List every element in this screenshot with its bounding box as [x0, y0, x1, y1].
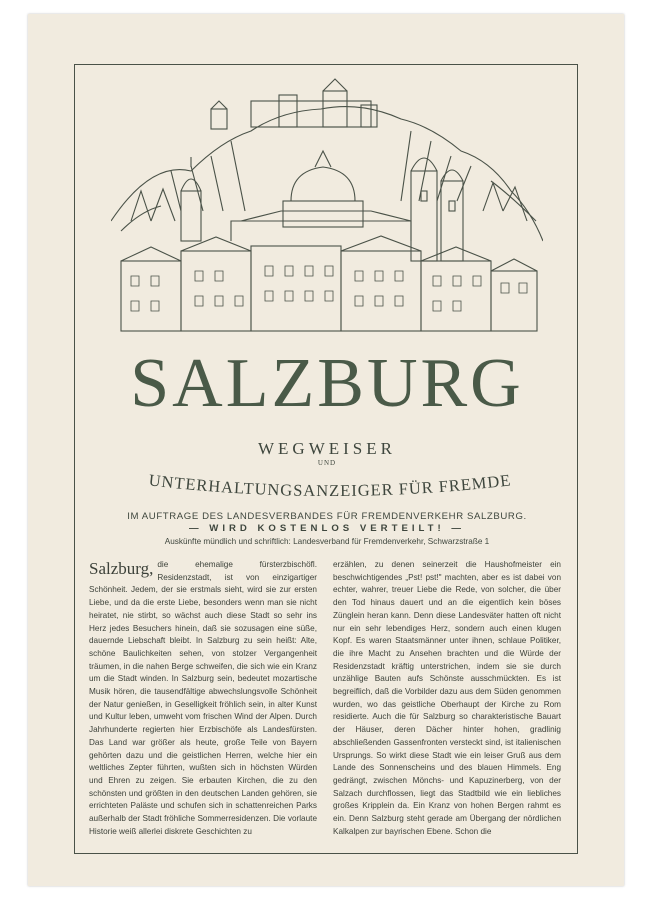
free-distribution-notice: — WIRD KOSTENLOS VERTEILT! — [189, 523, 465, 534]
salzburg-skyline-illustration [111, 71, 543, 345]
document-sheet [28, 14, 624, 886]
commission-line: IM AUFTRAGE DES LANDESVERBANDES FÜR FREMDENVERKEHR SALZBURG. [127, 511, 527, 522]
document-title: SALZBURG [130, 345, 524, 422]
subtitle-arc [95, 453, 565, 513]
article-column-right [333, 559, 561, 838]
inquiries-line: Auskünfte mündlich und schriftlich: Landesverband für Fremdenverkehr, Schwarzstraße 1 [164, 537, 490, 546]
article-paragraph-left [89, 559, 317, 838]
svg-text:UNTERHALTUNGSANZEIGER FÜR FREM [148, 470, 512, 500]
article-left-text: die ehemalige fürsterzbischöfl. Residenzstadt, ist von einzigartiger Schönheit. Jedem, der sie erstmals sieht, wird sie zur ersten Liebe, und da die erste Liebe, besonders wenn man sie nicht heiratet, nie stirbt, so wächst auch diese Stadt so sehr ins Herz jedes Besuchers hinein, daß sie sozusagen eine süße, dauernde Liebschaft bleibt. In Salzburg zu sein heißt: Alte, schöne Baulichkeiten sehen, von stolzer Vergangenheit träumen, in die nahen Berge schweifen, die sich wie ein Kranz um die Stadt winden. In Salzburg sein, bedeutet mozartische Musik hören, die tausendfältige abwechslungsvolle Schönheit der Natur genießen, in Geselligkeit fröhlich sein, in alter Kunst und Kultur leben, umweht vom frischen Wind der Alpen. Durch Jahrhunderte regierten hier Erzbischöfe als Landesfürsten. Das Land war größer als heute, große Teile von Bayern gehörten dazu und die geistlichen Herren, welche hier ein weltliches Zepter führten, wußten sich in höchsten Würden und Ehren zu zeigen. Sie erbauten Kirchen, die zu den schönsten und größten in den deutschen Landen gehören, sie errichteten Paläste und schufen sich in schattenreichen Parks außerhalb der Stadt fröhliche Sommerresidenzen. Die vorlaute Historie weiß allerlei diskrete Geschichten zu [89, 560, 317, 836]
article-dropcap: Salzburg, [89, 559, 154, 578]
article-column-left [89, 559, 317, 838]
article-right-text: erzählen, zu denen seinerzeit die Haushofmeister ein beschwichtigendes „Pst! pst!" machten, aber es ist dabei von echter, wahrer, treuer Liebe die Rede, von solcher, die über den Tod hinaus dauert und an die eigentlich kein böses Zünglein heran kann. Denn diese Landesväter hatten oft nicht nur ein sehr lebendiges Herz, sondern auch einen klugen Kopf. Es waren Staatsmänner unter ihnen, schlaue Politiker, die ihre Macht zu Ansehen brachten und die Würde der Residenzstadt kräftig unterstrichen, indem sie sie durch unzählige Bauten aufs Schönste ausschmückten. Es ist begreiflich, daß die Vorbilder dazu aus dem Süden genommen wurden, wo das geistliche Oberhaupt der Kirche zu Rom residierte. Auch die für Salzburg so charakteristische Bauart der Häuser, deren Dächer hinter hohen, gradlinig abschließenden Gassenfronten versteckt sind, ist italienischen Ursprungs. So wirkt diese Stadt wie ein leiser Gruß aus dem Lande des Sonnenscheins und des blauen Himmels. Eng gedrängt, zwischen Mönchs- und Kapuzinerberg, von der Salzach durchflossen, liegt das Stadtbild wie ein liebliches großes Kripplein da. Ein Kranz von hohen Bergen rahmt es ein. Denn Salzburg steht gerade am Übergang der nördlichen Kalkalpen zur bayrischen Ebene. Schon die [333, 560, 561, 836]
subtitle-unterhaltungsanzeiger: UNTERHALTUNGSANZEIGER FÜR FREMDE [147, 470, 513, 501]
subtitle-conjunction: UND [317, 459, 337, 467]
subtitle-wegweiser: WEGWEISER [258, 439, 396, 458]
page-frame [74, 64, 578, 854]
